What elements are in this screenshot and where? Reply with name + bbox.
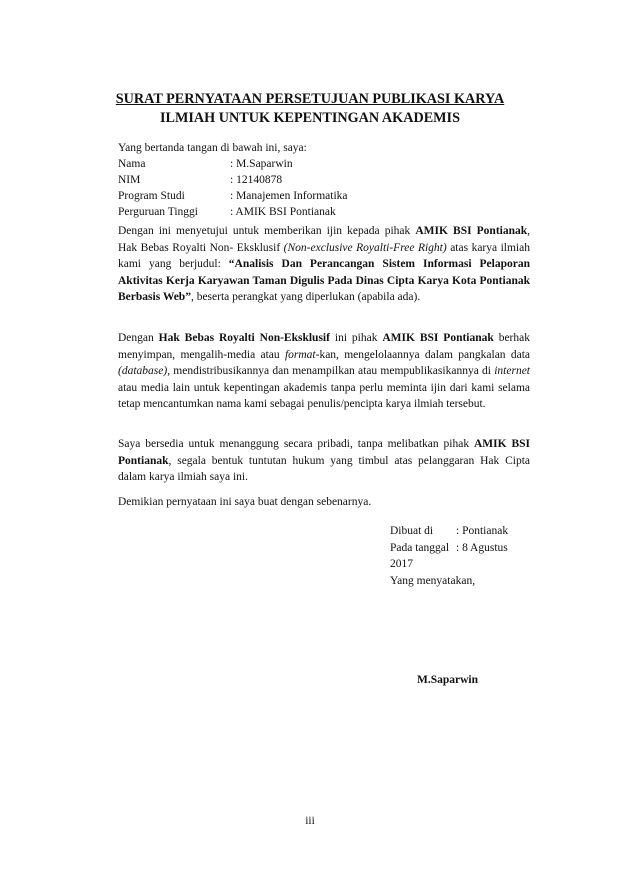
text-run: , segala bentuk tuntutan hukum yang timbul atas pelanggaran Hak Cipta dalam karya ilmiah saya ini.: [118, 454, 530, 483]
identity-value: : 12140878: [230, 174, 283, 186]
text-run: , beserta perangkat yang diperlukan (apabila ada).: [190, 291, 421, 303]
identity-row-institution: [118, 204, 348, 220]
text-run: -kan, mengelolaannya dalam pangkalan data: [315, 348, 530, 361]
closing-paragraph: Demikian pernyataan ini saya buat dengan sebenarnya.: [118, 496, 372, 508]
identity-value: : Manajemen Informatika: [230, 190, 348, 202]
place-label: Dibuat di: [390, 525, 434, 537]
signature-date-row: [390, 540, 508, 557]
text-run: Saya bersedia untuk menanggung secara pribadi, tanpa melibatkan pihak: [118, 438, 474, 450]
signer-name: M.Saparwin: [417, 674, 479, 686]
institution-name: AMIK BSI Pontianak: [382, 332, 494, 344]
intro-text: Yang bertanda tangan di bawah ini, saya:: [118, 142, 307, 154]
italic-term: internet: [494, 365, 530, 377]
identity-value: : AMIK BSI Pontianak: [230, 206, 336, 218]
rights-paragraph: [118, 330, 530, 413]
document-title-line-2: ILMIAH UNTUK KEPENTINGAN AKADEMIS: [160, 110, 460, 126]
place-value: : Pontianak: [456, 525, 509, 537]
identity-row-nim: [118, 172, 348, 188]
liability-paragraph: [118, 436, 530, 486]
italic-term: format: [284, 348, 316, 361]
identity-table: [118, 156, 348, 220]
institution-name: AMIK BSI Pontianak: [415, 225, 528, 237]
identity-value: : M.Saparwin: [230, 158, 293, 170]
license-term: (Non-exclusive Royalti-Free Right): [283, 241, 447, 254]
document-title-line-1: SURAT PERNYATAAN PERSETUJUAN PUBLIKASI KARYA: [115, 91, 505, 107]
signature-block: [390, 523, 508, 589]
date-label: Pada tanggal: [390, 541, 450, 554]
identity-label: Perguruan Tinggi: [118, 206, 198, 218]
date-value: : 8 Agustus: [456, 541, 508, 554]
signature-year: 2017: [390, 558, 413, 570]
identity-label: Nama: [118, 158, 146, 170]
identity-label: NIM: [118, 174, 141, 186]
text-run: ini pihak: [329, 332, 383, 344]
text-run: , Hak Bebas Royalti Non- Eksklusif: [118, 225, 531, 254]
work-title: “Analisis Dan Perancangan Sistem Informasi Pelaporan Aktivitas Kerja Karyawan Taman Digulis Pada Dinas Cipta Karya Kota Pontianak Berbasis Web”: [118, 258, 530, 303]
signature-place-row: [390, 523, 508, 540]
text-run: atau media lain untuk kepentingan akademis tanpa perlu meminta ijin dari kami selama tetap mencantumkan nama kami sebagai penulis/pencipta karya ilmiah tersebut.: [118, 381, 530, 410]
identity-label: Program Studi: [118, 190, 185, 202]
italic-term: (database): [118, 365, 168, 377]
signature-statement: Yang menyatakan,: [390, 574, 476, 587]
identity-row-program: [118, 188, 348, 204]
institution-name: AMIK BSI Pontianak: [118, 438, 530, 467]
identity-row-name: [118, 156, 348, 172]
license-name: Hak Bebas Royalti Non-Eksklusif: [158, 332, 330, 344]
text-run: Dengan ini menyetujui untuk memberikan ijin kepada pihak: [118, 225, 416, 237]
page-number: iii: [305, 815, 315, 827]
text-run: , mendistribusikannya dan menampilkan atau mempublikasikannya di: [167, 365, 495, 377]
text-run: atas karya ilmiah kami yang berjudul:: [118, 241, 530, 270]
consent-paragraph: [118, 223, 530, 306]
text-run: berhak menyimpan, mengalih-media atau: [118, 332, 530, 361]
text-run: Dengan: [118, 332, 159, 344]
